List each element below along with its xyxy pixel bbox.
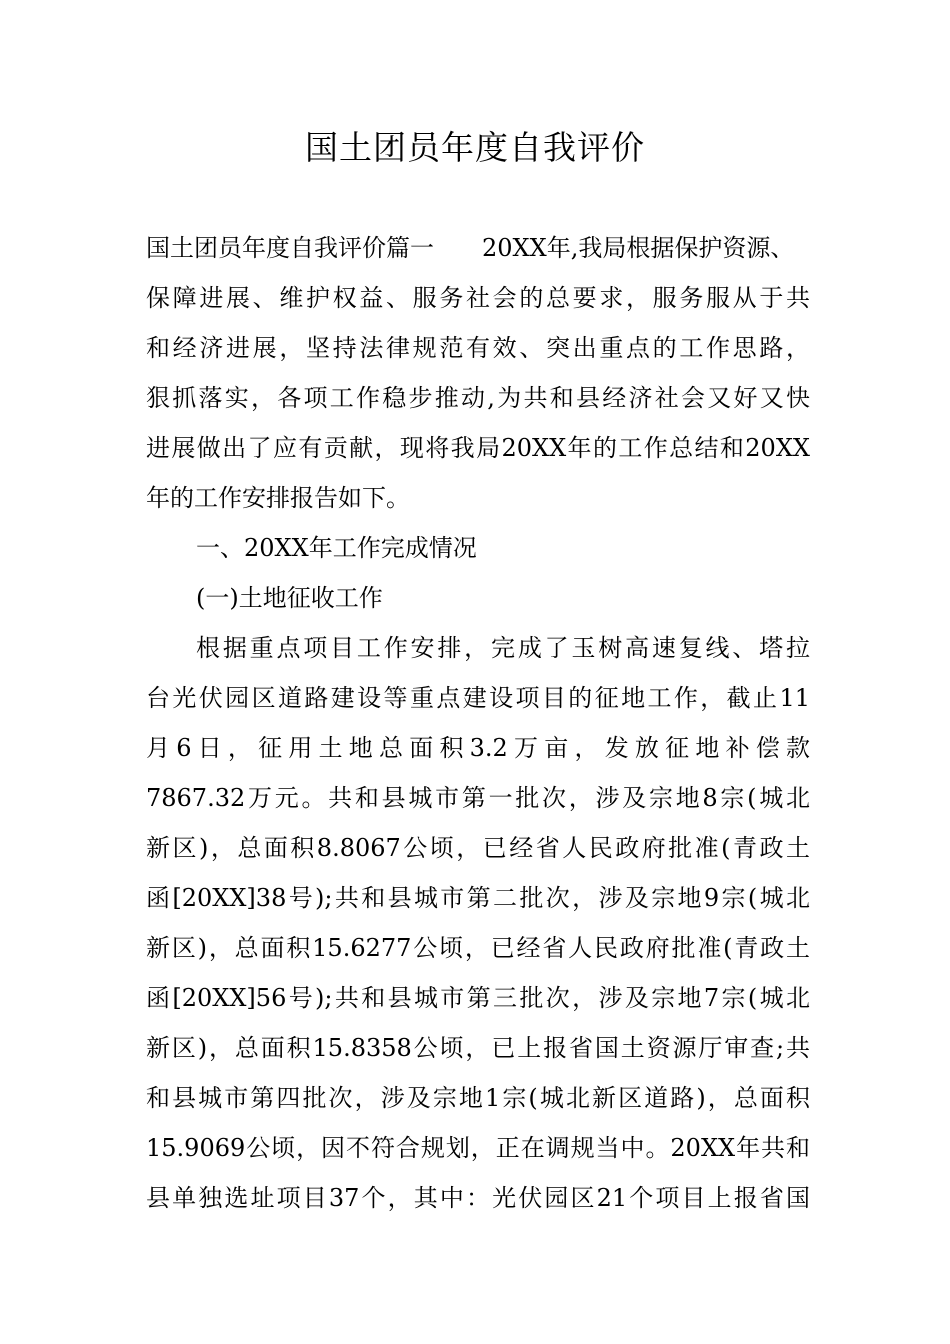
paragraph-line-15: 新区)，总面积15.8358公顷，已上报省国土资源厅审查;共 [146,1034,810,1062]
paragraph-line-6: 年的工作安排报告如下。 [146,484,410,512]
paragraph-line-8: 台光伏园区道路建设等重点建设项目的征地工作，截止11 [146,684,810,712]
paragraph-line-16: 和县城市第四批次，涉及宗地1宗(城北新区道路)，总面积 [146,1084,810,1112]
paragraph-line-14: 函[20XX]56号);共和县城市第三批次，涉及宗地7宗(城北 [146,984,810,1012]
section-heading: 一、20XX年工作完成情况 [196,534,477,562]
paragraph-line-7: 根据重点项目工作安排，完成了玉树高速复线、塔拉 [196,634,810,662]
paragraph-line-4: 狠抓落实，各项工作稳步推动,为共和县经济社会又好又快 [146,384,810,412]
paragraph-line-1: 国土团员年度自我评价篇一 20XX年,我局根据保护资源、 [146,234,795,262]
paragraph-line-3: 和经济进展，坚持法律规范有效、突出重点的工作思路， [146,334,810,362]
paragraph-line-10: 7867.32万元。共和县城市第一批次，涉及宗地8宗(城北 [146,784,810,812]
paragraph-line-5: 进展做出了应有贡献，现将我局20XX年的工作总结和20XX [146,434,810,462]
paragraph-line-9: 月6日，征用土地总面积3.2万亩，发放征地补偿款 [146,734,810,762]
paragraph-line-2: 保障进展、维护权益、服务社会的总要求，服务服从于共 [146,284,810,312]
paragraph-line-17: 15.9069公顷，因不符合规划，正在调规当中。20XX年共和 [146,1134,810,1162]
paragraph-line-18: 县单独选址项目37个，其中：光伏园区21个项目上报省国 [146,1184,810,1212]
paragraph-line-13: 新区)，总面积15.6277公顷，已经省人民政府批准(青政土 [146,934,810,962]
paragraph-line-11: 新区)，总面积8.8067公顷，已经省人民政府批准(青政土 [146,834,810,862]
subsection-heading: (一)土地征收工作 [196,584,383,612]
document-title: 国土团员年度自我评价 [305,128,645,167]
paragraph-line-12: 函[20XX]38号);共和县城市第二批次，涉及宗地9宗(城北 [146,884,810,912]
